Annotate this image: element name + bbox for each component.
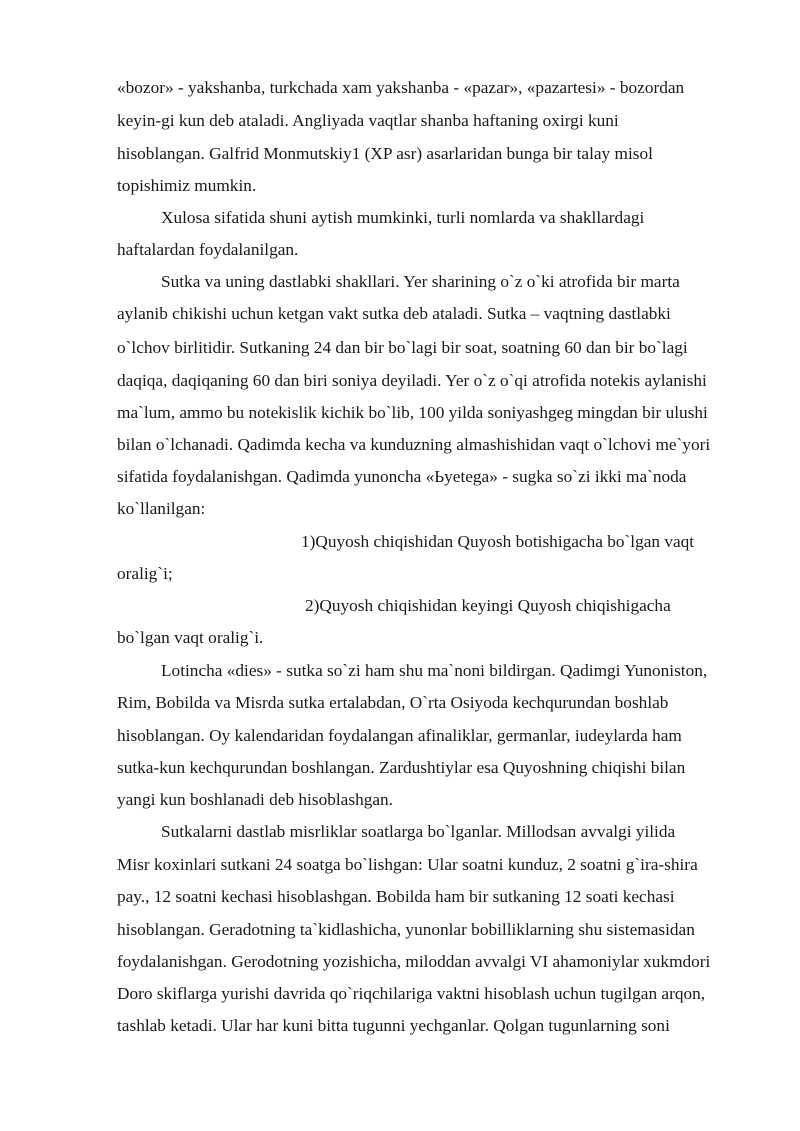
text-line: 1)Quyosh chiqishidan Quyosh botishigacha bo`lgan vaqt: [301, 532, 695, 551]
text-line: sifatida foydalanishgan. Qadimda yunoncha «Ьуetega» - sugka so`zi ikki ma`noda: [117, 467, 687, 486]
text-line: hisoblangan. Geradotning ta`kidlashicha, yunonlar bobilliklarning shu sistemasidan: [117, 920, 695, 939]
text-line: ma`lum, ammo bu notekislik kichik bo`lib, 100 yilda soniyashgeg mingdan bir ulushi: [117, 403, 708, 422]
text-line: bo`lgan vaqt oralig`i.: [117, 628, 264, 647]
text-line: yangi kun boshlanadi deb hisoblashgan.: [117, 790, 393, 809]
text-line: aylanib chikishi uchun ketgan vakt sutka deb ataladi. Sutka – vaqtning dastlabki: [117, 304, 671, 323]
text-line: sutka-kun kechqurundan boshlangan. Zardushtiylar esa Quyoshning chiqishi bilan: [117, 758, 686, 777]
text-line: Rim, Bobilda va Misrda sutka ertalabdan, O`rta Osiyoda kechqurundan boshlab: [117, 693, 669, 712]
text-line: Misr koxinlari sutkani 24 soatga bo`lishgan: Ular soatni kunduz, 2 soatni g`ira-shira: [117, 855, 698, 874]
text-line: foydalanishgan. Gerodotning yozishicha, miloddan avvalgi VI ahamoniylar xukmdori: [117, 952, 711, 971]
text-line: tashlab ketadi. Ular har kuni bitta tugunni yechganlar. Qolgan tugunlarning soni: [117, 1016, 670, 1035]
text-line: Sutka va uning dastlabki shakllari. Yer sharining o`z o`ki atrofida bir marta: [161, 272, 680, 291]
text-line: «bozor» - yakshanba, turkchada xam yakshanba - «pazar», «pazartesi» - bozordan: [117, 78, 685, 97]
text-line: hisoblangan. Oy kalendaridan foydalangan afinaliklar, germanlar, iudeylarda ham: [117, 726, 682, 745]
text-line: pay., 12 soatni kechasi hisoblashgan. Bobilda ham bir sutkaning 12 soati kechasi: [117, 887, 675, 906]
text-line: hisoblangan. Galfrid Monmutskiy1 (XP asr) asarlaridan bunga bir talay misol: [117, 144, 653, 163]
text-line: haftalardan foydalanilgan.: [117, 240, 299, 259]
text-line: keyin-gi kun deb ataladi. Angliyada vaqtlar shanba haftaning oxirgi kuni: [117, 111, 619, 130]
text-line: 2)Quyosh chiqishidan keyingi Quyosh chiqishigacha: [305, 596, 671, 615]
text-line: o`lchov birlitidir. Sutkaning 24 dan bir bo`lagi bir soat, soatning 60 dan bir bo`lagi: [117, 338, 688, 357]
text-line: Sutkalarni dastlab misrliklar soatlarga bo`lganlar. Millodsan avvalgi yilida: [161, 822, 676, 841]
text-line: oralig`i;: [117, 564, 173, 583]
text-line: Doro skiflarga yurishi davrida qo`riqchilariga vaktni hisoblash uchun tugilgan arqon,: [117, 984, 706, 1003]
text-line: ko`llanilgan:: [117, 499, 206, 518]
text-line: bilan o`lchanadi. Qadimda kecha va kunduzning almashishidan vaqt o`lchovi me`yori: [117, 435, 711, 454]
text-line: topishimiz mumkin.: [117, 176, 257, 195]
text-line: Xulosa sifatida shuni aytish mumkinki, turli nomlarda va shakllardagi: [161, 208, 645, 227]
text-line: daqiqa, daqiqaning 60 dan biri soniya deyiladi. Yer o`z o`qi atrofida notekis aylanishi: [117, 371, 707, 390]
text-line: Lotincha «dies» - sutka so`zi ham shu ma`noni bildirgan. Qadimgi Yunoniston,: [161, 661, 708, 680]
